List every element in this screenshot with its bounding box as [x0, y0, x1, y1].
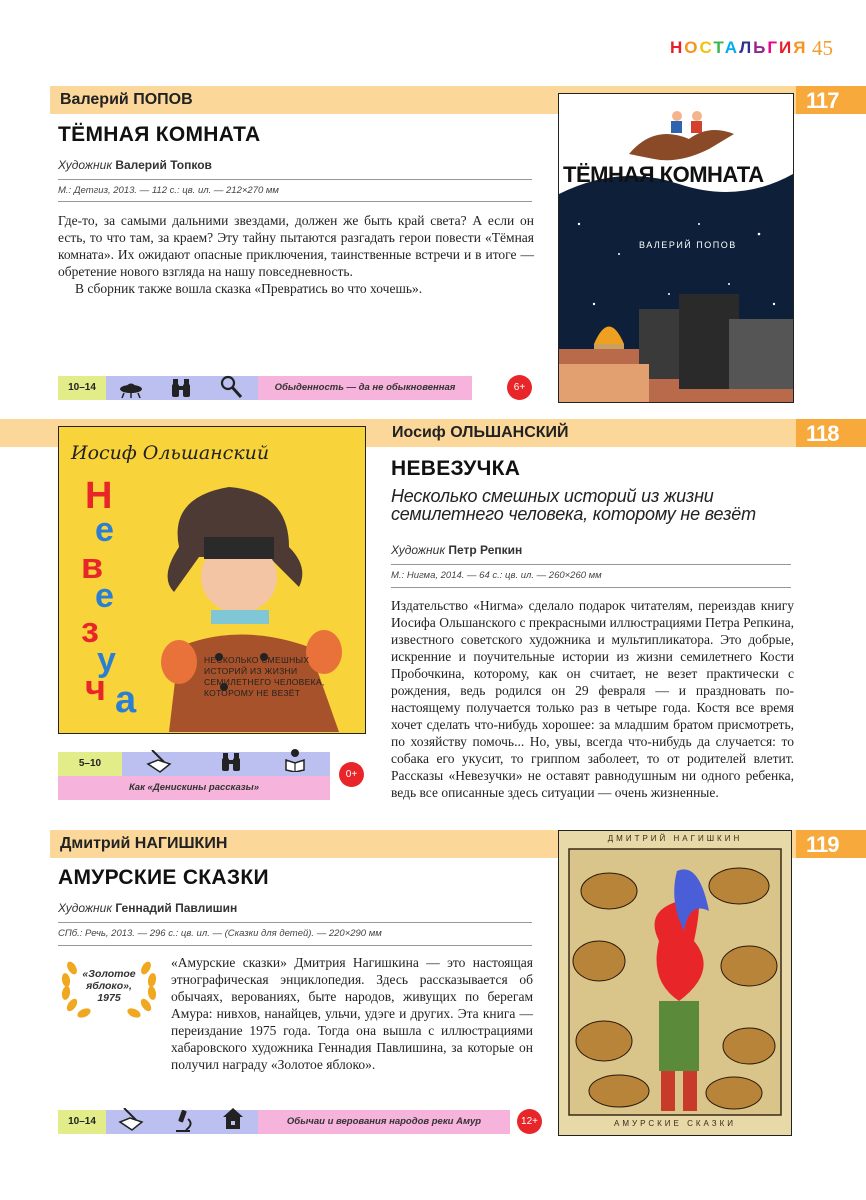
- cover-letter: у: [97, 641, 116, 679]
- age-rating-badge: 6+: [507, 375, 532, 400]
- age-rating-badge: 12+: [517, 1109, 542, 1134]
- age-rating-badge: 0+: [339, 762, 364, 787]
- theme-label: Как «Денискины рассказы»: [58, 776, 330, 800]
- publication-info: М.: Детгиз, 2013. — 112 с.: цв. ил. — 212×270 мм: [58, 185, 279, 196]
- publication-info: М.: Нигма, 2014. — 64 с.: цв. ил. — 260×260 мм: [391, 570, 602, 581]
- publication-info: СПб.: Речь, 2013. — 296 с.: цв. ил. — (Сказки для детей). — 220×290 мм: [58, 928, 382, 939]
- page-number: 45: [812, 36, 833, 60]
- artist-credit: Художник Геннадий Павлишин: [58, 901, 238, 915]
- age-badge: 5–10: [58, 752, 122, 776]
- theme-label: Обычаи и верования народов реки Амур: [258, 1110, 510, 1134]
- artist-credit: Художник Валерий Топков: [58, 158, 212, 172]
- section-label: НОСТАЛЬГИЯ: [670, 38, 808, 57]
- binoculars-icon: [218, 750, 244, 774]
- artist-credit: Художник Петр Репкин: [391, 543, 523, 557]
- book-cover: [558, 93, 794, 403]
- cover-author: Иосиф Ольшанский: [71, 442, 270, 464]
- cover-bottom-text: АМУРСКИЕ СКАЗКИ: [614, 1119, 736, 1128]
- book-cover: [558, 830, 792, 1136]
- book-number: 117: [806, 88, 839, 113]
- cover-letter: в: [81, 545, 104, 586]
- book-cover: [58, 426, 366, 734]
- reading-child-icon: [282, 748, 308, 772]
- book-title: ТЁМНАЯ КОМНАТА: [58, 123, 261, 146]
- book-number: 119: [806, 832, 839, 857]
- book-subtitle: Несколько смешных историй из жизни семилетнего человека, которому не везёт: [391, 486, 756, 524]
- age-badge: 10–14: [58, 376, 106, 400]
- author-name: Валерий ПОПОВ: [60, 91, 193, 108]
- author-name: Дмитрий НАГИШКИН: [60, 835, 228, 852]
- description: «Амурские сказки» Дмитрия Нагишкина — это настоящая этнографическая энциклопедия. Здесь рассказывается об обычаях, верованиях, быте народов, живущих по берегам Амура: нивхов, нанайцев, ульчи, удэге и других. Эта книга — переиздание 1975 года. Тогда она вышла с иллюстрациями хабаровского художника Геннадия Павлишина, за которые он получил награду «Золотое яблоко».: [171, 955, 533, 1072]
- author-name: Иосиф ОЛЬШАНСКИЙ: [392, 424, 569, 441]
- book-title: НЕВЕЗУЧКА: [391, 457, 521, 480]
- cover-letter: ч: [85, 667, 106, 708]
- microscope-icon: [170, 1108, 196, 1132]
- ufo-icon: [118, 376, 144, 400]
- house-icon: [220, 1106, 246, 1130]
- cover-letter: а: [115, 679, 137, 721]
- magnifier-icon: [218, 374, 244, 398]
- cover-title: ТЁМНАЯ КОМНАТА: [563, 162, 764, 187]
- description: Издательство «Нигма» сделало подарок читателям, переиздав книгу Иосифа Ольшанского с прекрасными иллюстрациями Петра Репкина, известного советского художника и мультипликатора. Это добрые, искренние и поучительные истории из жизни семилетнего Кости Пробочкина, которому, как он считает, не везет практически с рождения, ведь родился он 29 февраля — и праздновать по-настоящему получается только раз в четыре года. Костя все время хочет сделать что-нибудь хорошее: за младшим братом присмотреть, по хозяйству помочь... Но, увы, всегда что-нибудь да случается: то собака его укусит, то гриппом заболеет, то от родителей влетит. Рассказы «Невезучки» не оставят равнодушным ни одного ребенка, ведь все описанные здесь ситуации — очень жизненные.: [391, 598, 794, 800]
- book-number: 118: [806, 421, 839, 446]
- cover-author: ВАЛЕРИЙ ПОПОВ: [639, 240, 737, 250]
- book-title: АМУРСКИЕ СКАЗКИ: [58, 866, 269, 889]
- cover-letter: е: [95, 511, 114, 549]
- cover-letter: е: [95, 577, 114, 615]
- cover-top-text: ДМИТРИЙ НАГИШКИН: [607, 834, 743, 843]
- award-label: «Золотое яблоко», 1975: [82, 968, 136, 1004]
- pen-book-icon: [118, 1108, 144, 1132]
- cover-letter: Н: [85, 475, 113, 517]
- cover-letter: з: [81, 609, 99, 650]
- pen-book-icon: [146, 750, 172, 774]
- binoculars-icon: [168, 376, 194, 400]
- theme-label: Обыденность — да не обыкновенная: [258, 376, 472, 400]
- age-badge: 10–14: [58, 1110, 106, 1134]
- cover-subtitle: НЕСКОЛЬКО СМЕШНЫХ ИСТОРИЙ ИЗ ЖИЗНИ СЕМИЛЕТНЕГО ЧЕЛОВЕКА, КОТОРОМУ НЕ ВЕЗЁТ: [204, 655, 325, 698]
- description: Где-то, за самыми дальними звездами, должен же быть край света? А если он есть, то что там, за краем? Эту тайну пытаются разгадать герои повести «Тёмная комната». Их ожидают опасные приключения, таинственные встречи и в итоге — обретение нового взгляда на нашу повседневность. В сборник также вошла сказка «Превратись во что хочешь».: [58, 213, 534, 296]
